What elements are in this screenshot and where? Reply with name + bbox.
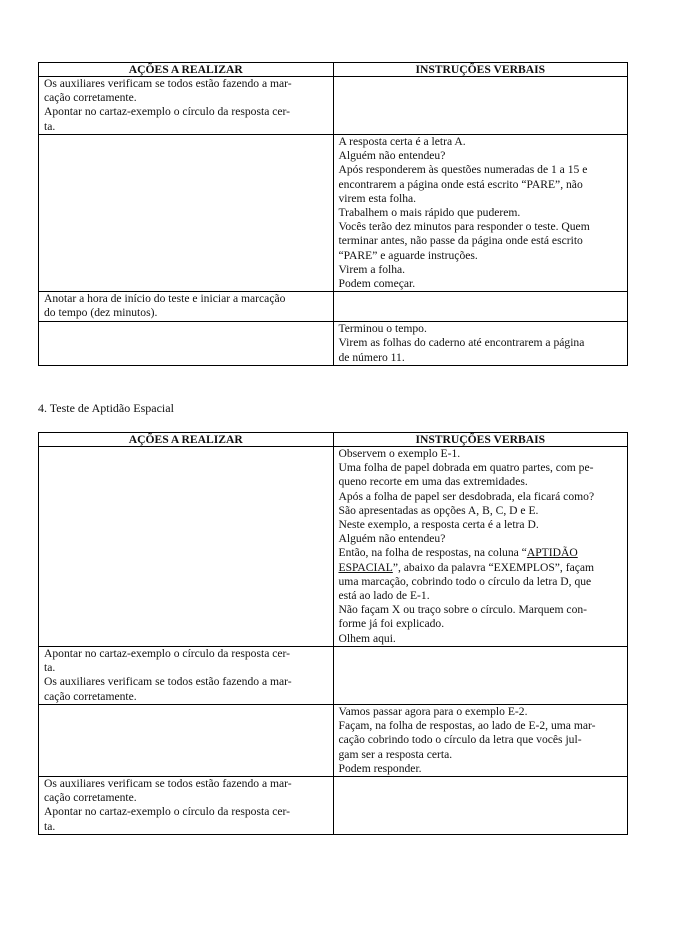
text-line: Observem o exemplo E-1. — [338, 447, 461, 460]
actions-cell — [39, 77, 334, 135]
table-row — [39, 777, 628, 835]
text-line: Podem começar. — [338, 277, 416, 291]
text-line: cação corretamente. — [44, 91, 137, 105]
text-line: queno recorte em uma das extremidades. — [338, 475, 528, 489]
text-line: está ao lado de E-1. — [338, 589, 430, 603]
text-line: ESPACIAL”, abaixo da palavra “EXEMPLOS”, façam — [338, 560, 595, 574]
header-actions: AÇÕES A REALIZAR — [39, 63, 334, 77]
text-line: uma marcação, cobrindo todo o círculo da letra D, que — [338, 574, 592, 588]
underlined-text: ESPACIAL — [338, 560, 393, 574]
text-line: Então, na folha de respostas, na coluna “APTIDÃO — [338, 546, 578, 560]
text-line: Após responderem às questões numeradas de 1 a 15 e — [338, 163, 588, 177]
text-line: forme já foi explicado. — [338, 617, 445, 631]
instructions-cell — [333, 322, 628, 366]
table-row — [39, 292, 628, 322]
instructions-cell — [333, 705, 628, 777]
text-line: Neste exemplo, a resposta certa é a letra D. — [338, 518, 539, 532]
text-line: cação corretamente. — [44, 791, 137, 805]
table-header-row — [39, 63, 628, 77]
text-line: Apontar no cartaz-exemplo o círculo da resposta cer- — [44, 805, 291, 819]
text-line: Olhem aqui. — [338, 631, 396, 645]
table-row — [39, 647, 628, 705]
text-line: Após a folha de papel ser desdobrada, ela ficará como? — [338, 489, 595, 503]
actions-instructions-table-2 — [38, 432, 628, 835]
text-line: Anotar a hora de início do teste e iniciar a marcação — [44, 292, 286, 306]
instructions-cell — [333, 647, 628, 705]
actions-cell — [39, 135, 334, 292]
header-verbal-instructions: INSTRUÇÕES VERBAIS — [333, 433, 628, 447]
text-line: Podem responder. — [338, 761, 422, 775]
table-row — [39, 135, 628, 292]
text-line: São apresentadas as opções A, B, C, D e E. — [338, 503, 539, 517]
table-row — [39, 322, 628, 366]
text-line: cação corretamente. — [44, 689, 137, 703]
actions-cell — [39, 647, 334, 705]
actions-instructions-table-1 — [38, 62, 628, 366]
text-line: Trabalhem o mais rápido que puderem. — [338, 206, 521, 220]
text-line: Virem a folha. — [338, 262, 406, 276]
text-line: cação cobrindo todo o círculo da letra que vocês jul- — [338, 733, 582, 747]
text-line: Vamos passar agora para o exemplo E-2. — [338, 705, 528, 718]
text-line: encontrarem a página onde está escrito “PARE”, não — [338, 177, 583, 191]
text-line: Terminou o tempo. — [338, 322, 427, 336]
actions-cell — [39, 292, 334, 322]
section-heading: 4. Teste de Aptidão Espacial — [38, 401, 174, 415]
text-line: “PARE” e aguarde instruções. — [338, 248, 478, 262]
text-line: Façam, na folha de respostas, ao lado de E-2, uma mar- — [338, 719, 596, 733]
text-line: Apontar no cartaz-exemplo o círculo da resposta cer- — [44, 647, 291, 660]
text-line: Não façam X ou traço sobre o círculo. Marquem con- — [338, 603, 588, 617]
text-line: A resposta certa é a letra A. — [338, 135, 466, 148]
instructions-cell — [333, 447, 628, 647]
text-line: do tempo (dez minutos). — [44, 306, 158, 320]
text-line: Alguém não entendeu? — [338, 532, 446, 546]
text-line: Virem as folhas do caderno até encontrarem a página — [338, 336, 585, 350]
table-row — [39, 77, 628, 135]
header-actions: AÇÕES A REALIZAR — [39, 433, 334, 447]
text-line: virem esta folha. — [338, 191, 417, 205]
instructions-cell — [333, 135, 628, 292]
actions-cell — [39, 322, 334, 366]
table-row — [39, 705, 628, 777]
table-header-row — [39, 433, 628, 447]
table-row — [39, 447, 628, 647]
actions-cell — [39, 447, 334, 647]
text-line: ta. — [44, 661, 56, 675]
text-line: ta. — [44, 819, 56, 833]
text-line: de número 11. — [338, 350, 405, 364]
actions-cell — [39, 705, 334, 777]
text-line: terminar antes, não passe da página onde está escrito — [338, 234, 583, 248]
text-line: Apontar no cartaz-exemplo o círculo da resposta cer- — [44, 105, 291, 119]
text-line: Uma folha de papel dobrada em quatro partes, com pe- — [338, 461, 594, 475]
instructions-cell — [333, 77, 628, 135]
header-verbal-instructions: INSTRUÇÕES VERBAIS — [333, 63, 628, 77]
text-line: Os auxiliares verificam se todos estão fazendo a mar- — [44, 675, 292, 689]
underlined-text: APTIDÃO — [526, 546, 578, 560]
instructions-cell — [333, 777, 628, 835]
text-line: gam ser a resposta certa. — [338, 747, 453, 761]
text-line: Os auxiliares verificam se todos estão fazendo a mar- — [44, 77, 292, 90]
text-line: Alguém não entendeu? — [338, 149, 446, 163]
text-line: Vocês terão dez minutos para responder o teste. Quem — [338, 220, 590, 234]
actions-cell — [39, 777, 334, 835]
text-line: ta. — [44, 119, 56, 133]
text-line: Os auxiliares verificam se todos estão fazendo a mar- — [44, 777, 292, 791]
instructions-cell — [333, 292, 628, 322]
